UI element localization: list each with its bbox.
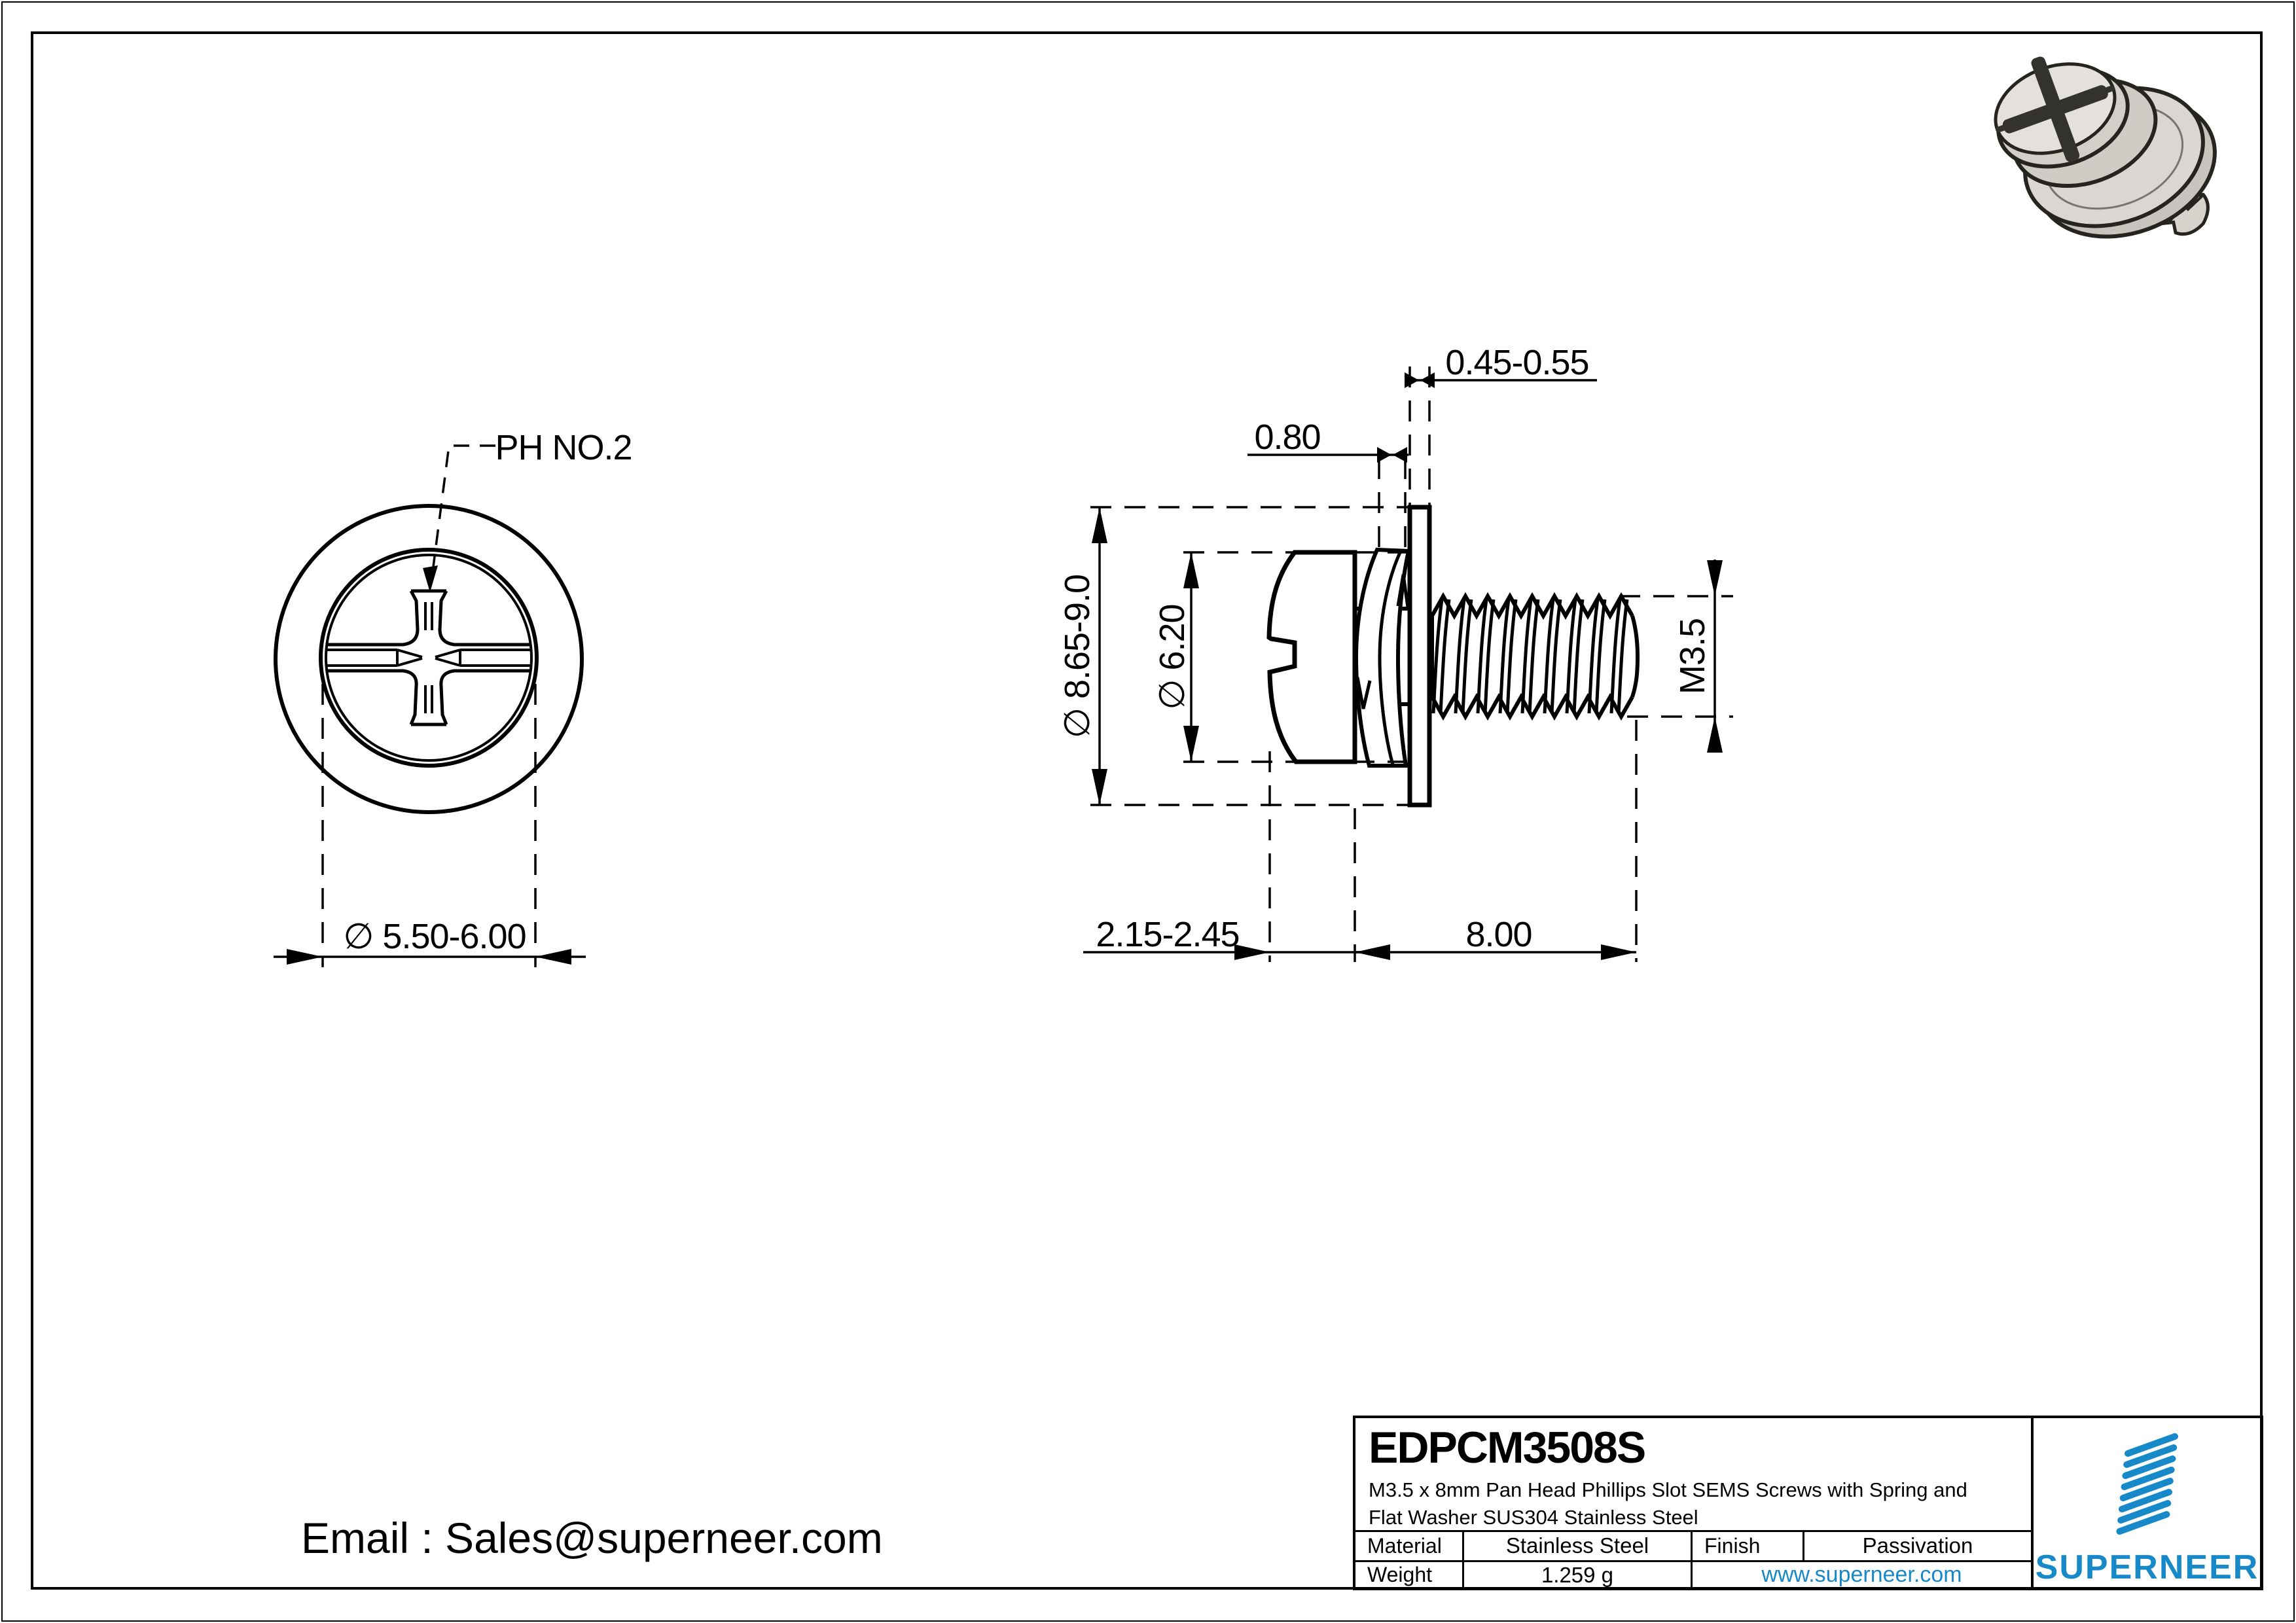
flat-washer — [1410, 507, 1429, 805]
spring-washer — [1356, 550, 1408, 766]
finish-label: Finish — [1691, 1532, 1803, 1560]
front-diameter-label: ∅ 5.50-6.00 — [343, 917, 526, 956]
brand-name: SUPERNEER — [2035, 1548, 2259, 1586]
screw-3d-render — [1977, 36, 2234, 260]
head-od-label: ∅ 6.20 — [1153, 604, 1192, 710]
title-block-header — [1355, 1418, 2031, 1530]
thread-spec-label: M3.5 — [1673, 618, 1712, 695]
website-link[interactable]: www.superneer.com — [1691, 1562, 2031, 1588]
title-block — [1353, 1416, 2263, 1590]
part-description-line2: Flat Washer SUS304 Stainless Steel — [1369, 1506, 1698, 1529]
pan-head-profile — [1269, 552, 1355, 762]
thread-length-label: 8.00 — [1465, 915, 1532, 954]
washer-od-label: ∅ 8.65-9.0 — [1058, 574, 1097, 739]
part-number: EDPCM3508S — [1369, 1423, 1645, 1472]
front-view — [274, 446, 586, 967]
material-label: Material — [1367, 1533, 1442, 1558]
phillips-slot-recess — [327, 591, 531, 724]
head-height-label: 2.15-2.45 — [1096, 915, 1240, 954]
finish-value: Passivation — [1803, 1532, 2031, 1560]
brand-logo-icon — [2111, 1431, 2184, 1537]
recess-detail-lines — [325, 602, 532, 713]
drive-type-label: PH NO.2 — [495, 428, 632, 467]
weight-label: Weight — [1367, 1563, 1433, 1586]
weight-value: 1.259 g — [1462, 1562, 1691, 1588]
spring-thickness-label: 0.80 — [1254, 418, 1321, 457]
material-value: Stainless Steel — [1462, 1532, 1691, 1560]
contact-email: Email : Sales@superneer.com — [301, 1514, 883, 1562]
part-description-line1: M3.5 x 8mm Pan Head Phillips Slot SEMS Screws with Spring and — [1369, 1478, 1967, 1502]
brand-logo-cell — [2031, 1418, 2261, 1588]
washer-thickness-label: 0.45-0.55 — [1445, 343, 1589, 382]
threaded-shank — [1432, 596, 1638, 717]
